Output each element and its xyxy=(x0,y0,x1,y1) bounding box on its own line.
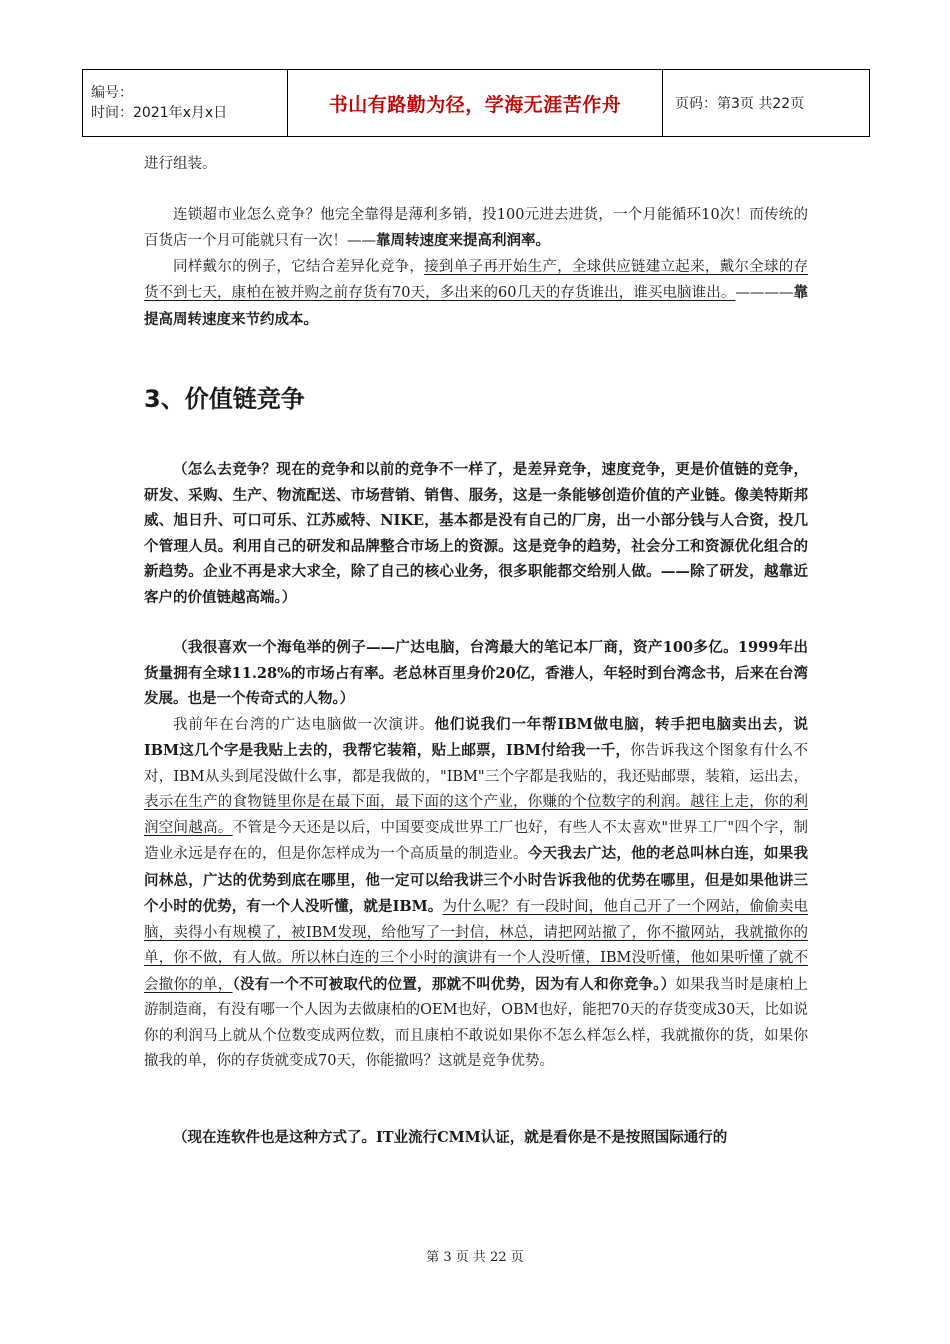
header-page-label: 页码：第3页 共22页 xyxy=(663,70,870,137)
number-label: 编号： xyxy=(91,85,133,101)
header-motto: 书山有路勤为径，学海无涯苦作舟 xyxy=(288,70,663,137)
paragraph-6: （现在连软件也是这种方式了。IT业流行CMM认证，就是看你是不是按照国际通行的 xyxy=(173,1128,728,1146)
paragraph-1: 连锁超市业怎么竞争？他完全靠得是薄利多销，投100元进去进货，一个月能循环10次！而传统的百货店一个月可能就只有一次！——靠周转速度来提高利润率。 xyxy=(144,206,808,249)
header-meta xyxy=(83,70,288,137)
paragraph-3: （怎么去竞争？现在的竞争和以前的竞争不一样了，是差异竞争，速度竞争，更是价值链的竞争，研发、采购、生产、物流配送、市场营销、销售、服务，这是一条能够创造价值的产业链。像美特斯邦威、旭日升、可口可乐、江苏威特、NIKE，基本都是没有自己的厂房，出一小部分钱与人合资，投几个管理人员。利用自己的研发和品牌整合市场上的资源。这是竞争的趋势，社会分工和资源优化组合的新趋势。企业不再是求大求全，除了自己的核心业务，很多职能都交给别人做。——除了研发，越靠近客户的价值链越高端。） xyxy=(144,461,808,606)
header-table xyxy=(82,69,870,137)
paragraph-1-conclusion: 靠周转速度来提高利润率。 xyxy=(376,232,550,249)
paragraph-2-conclusion: 靠提高周转速度来节约成本。 xyxy=(144,284,808,328)
page-footer: 第 3 页 共 22 页 xyxy=(426,1250,524,1265)
paragraph-2-underlined: 接到单子再开始生产，全球供应链建立起来，戴尔全球的存货不到七天，康柏在被并购之前存货有70天，多出来的60几天的存货谁出，谁买电脑谁出。 xyxy=(144,258,808,301)
paragraph-4: （我很喜欢一个海龟举的例子——广达电脑，台湾最大的笔记本厂商，资产100多亿。1999年出货量拥有全球11.28%的市场占有率。老总林百里身价20亿，香港人，年轻时到台湾念书，后来在台湾发展。也是一个传奇式的人物。） xyxy=(144,639,808,707)
time-label: 时间：2021年x月x日 xyxy=(91,105,228,121)
paragraph-0: 进行组装。 xyxy=(144,156,217,172)
paragraph-5: 我前年在台湾的广达电脑做一次演讲。他们说我们一年帮IBM做电脑，转手把电脑卖出去，说IBM这几个字是我贴上去的，我帮它装箱，贴上邮票，IBM付给我一千，你告诉我这个图象有什么不对，IBM从头到尾没做什么事，都是我做的，"IBM"三个字都是我贴的，我还贴邮票，装箱，运出去，表示在生产的食物链里你是在最下面，最下面的这个产业，你赚的个位数字的利润。越往上走，你的利润空间越高。不管是今天还是以后，中国要变成世界工厂也好，有些人不太喜欢"世界工厂"四个字，制造业永远是存在的，但是你怎样成为一个高质量的制造业。今天我去广达，他的老总叫林白连，如果我问林总，广达的优势到底在哪里，他一定可以给我讲三个小时告诉我他的优势在哪里，但是如果他讲三个小时的优势，有一个人没听懂，就是IBM。为什么呢？有一段时间，他自己开了一个网站，偷偷卖电脑，卖得小有规模了，被IBM发现，给他写了一封信，林总，请把网站撤了，你不撤网站，我就撤你的单，你不做，有人做。所以林白连的三个小时的演讲有一个人没听懂，IBM没听懂，他如果听懂了就不会撤你的单，（没有一个不可被取代的位置，那就不叫优势，因为有人和你竞争。）如果我当时是康柏上游制造商，有没有哪一个人因为去做康柏的OEM也好，OBM也好，能把70天的存货变成30天，比如说你的利润马上就从个位数变成两位数，而且康柏不敢说如果你不怎么样怎么样，我就撤你的货，如果你撤我的单，你的存货就变成70天，你能撤吗？这就是竞争优势。 xyxy=(144,715,809,1069)
paragraph-2: 同样戴尔的例子，它结合差异化竞争，接到单子再开始生产，全球供应链建立起来，戴尔全球的存货不到七天，康柏在被并购之前存货有70天，多出来的60几天的存货谁出，谁买电脑谁出。————靠提高周转速度来节约成本。 xyxy=(144,258,808,328)
document-body xyxy=(144,152,808,1150)
section-title: 3、价值链竞争 xyxy=(144,385,305,413)
